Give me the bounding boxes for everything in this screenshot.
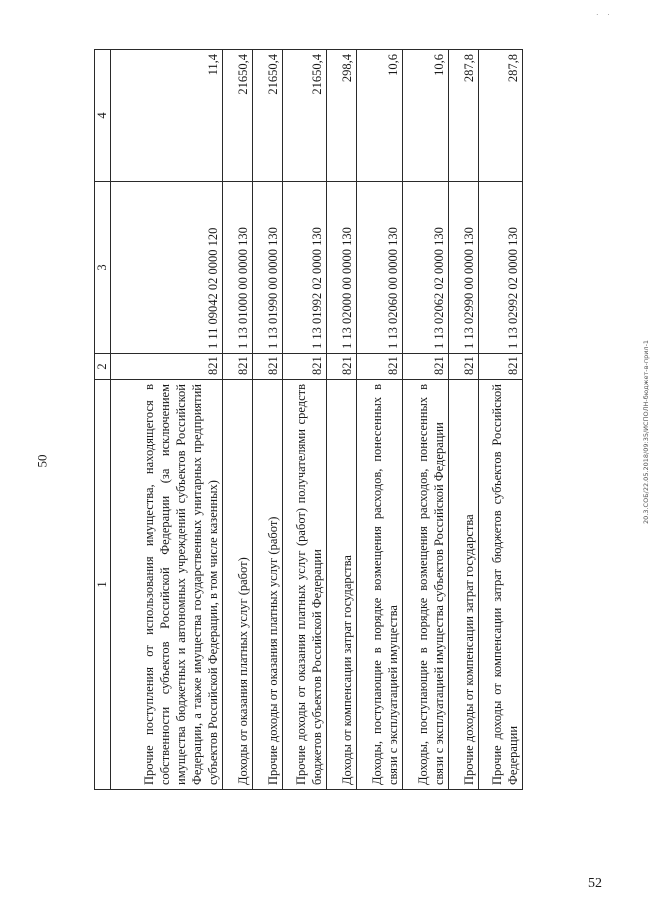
row-admin-code: 821 [403, 354, 449, 380]
row-budget-code: 1 13 02062 02 0000 130 [403, 182, 449, 354]
row-admin-code: 821 [449, 354, 479, 380]
row-budget-code: 1 13 02000 00 0000 130 [327, 182, 357, 354]
table-row [253, 50, 283, 790]
row-admin-code: 821 [357, 354, 403, 380]
row-value: 21650,4 [283, 50, 327, 182]
row-name: Прочие доходы от оказания платных услуг (работ) получателями средств бюджетов субъектов Российской Федерации [283, 380, 327, 790]
row-value: 11,4 [111, 50, 223, 182]
row-admin-code: 821 [479, 354, 523, 380]
table-row [403, 50, 449, 790]
row-value: 21650,4 [253, 50, 283, 182]
header-col-4: 4 [95, 50, 111, 182]
row-name: Доходы от оказания платных услуг (работ) [223, 380, 253, 790]
table-row [327, 50, 357, 790]
header-col-2: 2 [95, 354, 111, 380]
table-row [111, 50, 223, 790]
row-budget-code: 1 13 01000 00 0000 130 [223, 182, 253, 354]
row-admin-code: 821 [327, 354, 357, 380]
table-row [479, 50, 523, 790]
row-admin-code: 821 [253, 354, 283, 380]
row-value: 287,8 [449, 50, 479, 182]
document-id-label: 20.3.СОБ/22.05.2018/09:35/ИСПОЛН-бюджет-в-прил-1 [642, 339, 650, 524]
row-admin-code: 821 [111, 354, 223, 380]
row-name: Доходы от компенсации затрат государства [327, 380, 357, 790]
revenue-table [94, 49, 523, 790]
header-col-3: 3 [95, 182, 111, 354]
table-row [283, 50, 327, 790]
row-value: 10,6 [403, 50, 449, 182]
row-name: Прочие поступления от использования имущества, находящегося в собственности субъектов Российской Федерации (за исключением имущества бюджетных и автономных учреждений субъектов Российской Федерации, а также имущества государственных унитарных предприятий субъектов Российской Федерации, в том числе казенных) [111, 380, 223, 790]
table-row [223, 50, 253, 790]
row-budget-code: 1 11 09042 02 0000 120 [111, 182, 223, 354]
row-value: 21650,4 [223, 50, 253, 182]
row-budget-code: 1 13 02990 00 0000 130 [449, 182, 479, 354]
row-admin-code: 821 [223, 354, 253, 380]
row-name: Прочие доходы от оказания платных услуг (работ) [253, 380, 283, 790]
row-name: Прочие доходы от компенсации затрат бюджетов субъектов Российской Федерации [479, 380, 523, 790]
rotated-page-content [94, 50, 559, 790]
page-number: 50 [34, 454, 50, 468]
row-budget-code: 1 13 02992 02 0000 130 [479, 182, 523, 354]
row-budget-code: 1 13 02060 00 0000 130 [357, 182, 403, 354]
row-name: Доходы, поступающие в порядке возмещения расходов, понесенных в связи с эксплуатацией имущества субъектов Российской Федерации [403, 380, 449, 790]
header-col-1: 1 [95, 380, 111, 790]
row-budget-code: 1 13 01990 00 0000 130 [253, 182, 283, 354]
scan-marks: . . [596, 8, 613, 17]
row-value: 287,8 [479, 50, 523, 182]
row-admin-code: 821 [283, 354, 327, 380]
row-budget-code: 1 13 01992 02 0000 130 [283, 182, 327, 354]
row-name: Прочие доходы от компенсации затрат государства [449, 380, 479, 790]
table-row [357, 50, 403, 790]
row-value: 298,4 [327, 50, 357, 182]
table-header-row [95, 50, 111, 790]
row-name: Доходы, поступающие в порядке возмещения расходов, понесенных в связи с эксплуатацией имущества [357, 380, 403, 790]
table-row [449, 50, 479, 790]
row-value: 10,6 [357, 50, 403, 182]
footer-page-number: 52 [588, 876, 602, 891]
